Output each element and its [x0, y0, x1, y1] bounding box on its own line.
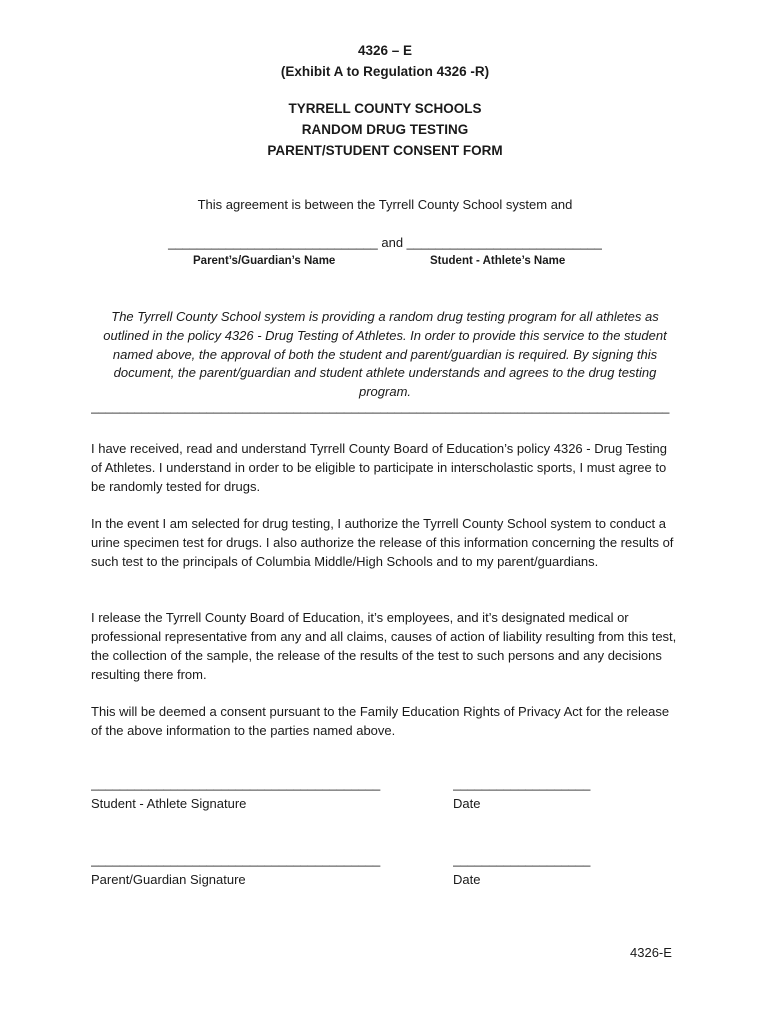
names-blank-line: _____________________________ and ___________________________	[168, 235, 602, 250]
release-of-claims-paragraph: I release the Tyrrell County Board of Education, it’s employees, and it’s designated medical or professional representative from any and all claims, causes of action of liability resulting from this test, the collection of the sample, the release of the results of the test to such persons and any decisions resulting there from.	[91, 610, 677, 682]
ferpa-consent-paragraph: This will be deemed a consent pursuant to the Family Education Rights of Privacy Act for the release of the above information to the parties named above.	[91, 704, 670, 738]
program-name-heading: RANDOM DRUG TESTING	[301, 122, 469, 137]
parent-signature-line[interactable]: ________________________________________	[91, 852, 381, 867]
student-signature-label: Student - Athlete Signature	[91, 796, 247, 811]
footer-document-code: 4326-E	[630, 945, 672, 960]
exhibit-reference: (Exhibit A to Regulation 4326 -R)	[280, 64, 490, 79]
agreement-intro-text: This agreement is between the Tyrrell County School system and	[197, 197, 573, 212]
school-name-heading: TYRRELL COUNTY SCHOOLS	[288, 101, 482, 116]
document-number: 4326 – E	[357, 43, 413, 58]
testing-authorization-paragraph: In the event I am selected for drug testing, I authorize the Tyrrell County School system to conduct a urine specimen test for drugs. I also authorize the release of this information concerning the results of such test to the principals of Columbia Middle/High Schools and to my parent/guardians.	[91, 516, 674, 569]
student-date-label: Date	[453, 796, 481, 811]
parent-date-label: Date	[453, 872, 481, 887]
form-title-heading: PARENT/STUDENT CONSENT FORM	[267, 143, 503, 158]
parent-name-label: Parent’s/Guardian’s Name	[193, 255, 336, 267]
parent-signature-label: Parent/Guardian Signature	[91, 872, 246, 887]
policy-acknowledgement-paragraph: I have received, read and understand Tyrrell County Board of Education’s policy 4326 - Drug Testing of Athletes. I understand in order to be eligible to participate in interscholastic sports, I must agree to be randomly tested for drugs.	[91, 441, 667, 494]
parent-date-line[interactable]: ___________________	[453, 852, 591, 867]
intro-paragraph: The Tyrrell County School system is providing a random drug testing program for all athletes as outlined in the policy 4326 - Drug Testing of Athletes. In order to provide this service to the student named above, the approval of both the student and parent/guardian is required. By signing this document, the parent/guardian and student athlete understands and agrees to the drug testing program.	[103, 309, 667, 400]
student-date-line[interactable]: ___________________	[453, 776, 591, 791]
student-signature-line[interactable]: ________________________________________	[91, 776, 381, 791]
divider-rule: ________________________________________________________________________________	[91, 399, 670, 414]
student-name-label: Student - Athlete’s Name	[430, 255, 566, 267]
